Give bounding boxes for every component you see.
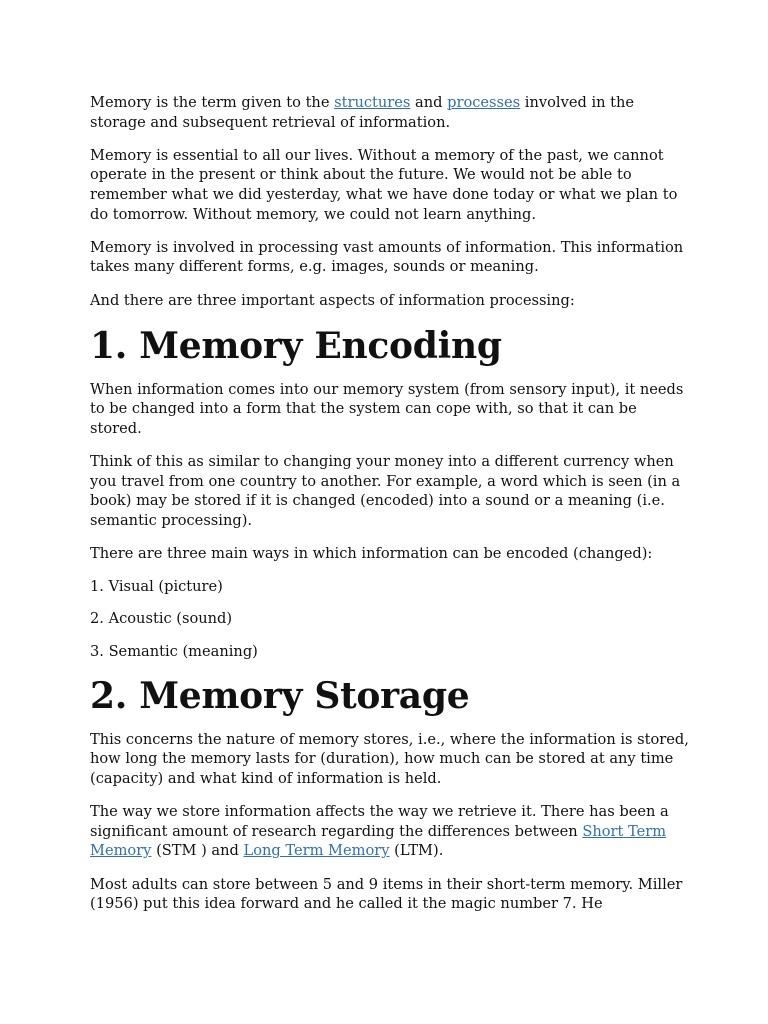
storage-p2-mid: (STM ) and bbox=[151, 842, 244, 860]
encoding-list-item-semantic: 3. Semantic (meaning) bbox=[90, 642, 258, 660]
storage-p2-after: (LTM). bbox=[389, 842, 444, 860]
structures-link[interactable]: structures bbox=[334, 94, 411, 111]
encoding-paragraph-2: Think of this as similar to changing your money into a different currency when you travel from one country to another. For example, a word which is seen (in a book) may be stored if it is changed (encoded) into a sound or a meaning (i.e. semantic processing). bbox=[90, 453, 681, 529]
encoding-paragraph-1: When information comes into our memory system (from sensory input), it needs to be changed into a form that the system can cope with, so that it can be stored. bbox=[90, 380, 684, 437]
intro-paragraph-4: And there are three important aspects of information processing: bbox=[90, 291, 575, 309]
storage-paragraph-3: Most adults can store between 5 and 9 items in their short-term memory. Miller (1956) put this idea forward and he called it the magic number 7. He bbox=[90, 875, 683, 913]
intro-p1-mid: and bbox=[410, 94, 448, 111]
intro-paragraph-2: Memory is essential to all our lives. Without a memory of the past, we cannot operate in the present or think about the future. We would not be able to remember what we did yesterday, what we have done today or what we plan to do tomorrow. Without memory, we could not learn anything. bbox=[90, 146, 678, 223]
intro-paragraph-1 bbox=[90, 93, 690, 132]
short-term-memory-link[interactable]: Short Term Memory bbox=[90, 822, 667, 860]
storage-paragraph-1: This concerns the nature of memory stores, i.e., where the information is stored, how long the memory lasts for (duration), how much can be stored at any time (capacity) and what kind of information is held. bbox=[90, 730, 689, 787]
intro-p1-after: involved in the storage and subsequent retrieval of information. bbox=[90, 94, 635, 131]
encoding-paragraph-3: There are three main ways in which information can be encoded (changed): bbox=[90, 545, 653, 563]
encoding-list-item-acoustic: 2. Acoustic (sound) bbox=[90, 610, 233, 628]
long-term-memory-link[interactable]: Long Term Memory bbox=[243, 842, 390, 860]
encoding-heading: 1. Memory Encoding bbox=[90, 324, 502, 367]
intro-p1-before: Memory is the term given to the bbox=[90, 94, 335, 111]
processes-link[interactable]: processes bbox=[447, 94, 521, 111]
document-page bbox=[90, 93, 690, 927]
storage-paragraph-2 bbox=[90, 802, 690, 861]
intro-paragraph-3: Memory is involved in processing vast amounts of information. This information takes many different forms, e.g. images, sounds or meaning. bbox=[90, 238, 684, 276]
storage-p2-before: The way we store information affects the way we retrieve it. There has been a significant amount of research regarding the differences between bbox=[90, 803, 669, 840]
storage-heading: 2. Memory Storage bbox=[90, 674, 470, 717]
encoding-list-item-visual: 1. Visual (picture) bbox=[90, 578, 223, 596]
